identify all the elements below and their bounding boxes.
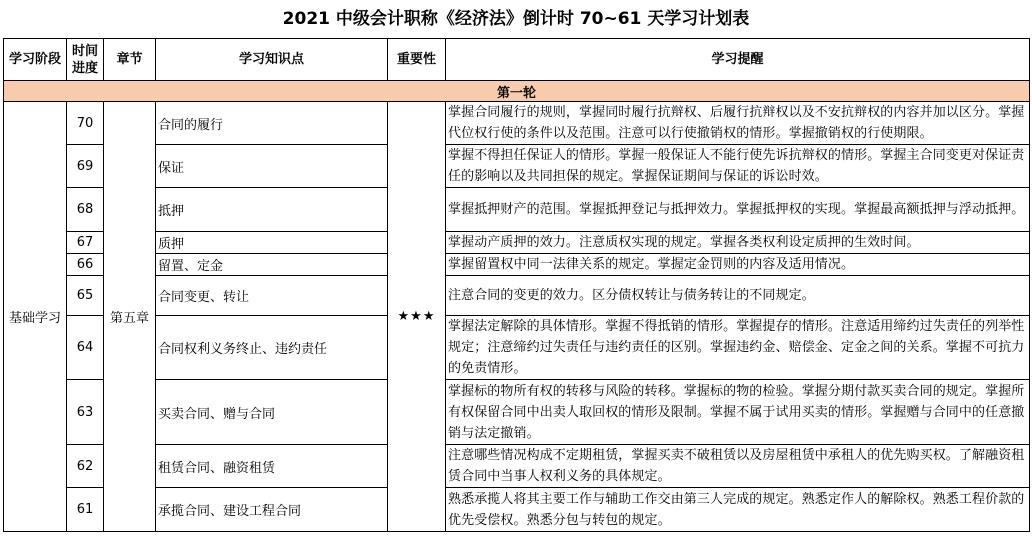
day-cell: 64 <box>67 316 104 380</box>
round-label: 第一轮 <box>4 81 1030 102</box>
tip-cell: 掌握不得担任保证人的情形。掌握一般保证人不能行使先诉抗辩权的情形。掌握主合同变更对保证责任的影响以及共同担保的规定。掌握保证期间与保证的诉讼时效。 <box>446 145 1030 188</box>
study-plan-table <box>3 38 1030 532</box>
day-cell: 68 <box>67 188 104 232</box>
page-title: 2021 中级会计职称《经济法》倒计时 70~61 天学习计划表 <box>282 9 750 29</box>
tip-cell: 掌握法定解除的具体情形。掌握不得抵销的情形。掌握提存的情形。注意适用缔约过失责任的列举性规定；注意缔约过失责任与违约责任的区别。掌握违约金、赔偿金、定金之间的关系。掌握不可抗力的免责情形。 <box>446 316 1030 380</box>
day-cell: 66 <box>67 254 104 276</box>
tip-cell: 掌握留置权中同一法律关系的规定。掌握定金罚则的内容及适用情况。 <box>446 254 1030 276</box>
topic-cell: 合同权利义务终止、违约责任 <box>156 316 388 380</box>
header-progress: 时间进度 <box>67 39 104 81</box>
day-cell: 62 <box>67 445 104 488</box>
topic-cell: 租赁合同、融资租赁 <box>156 445 388 488</box>
topic-cell: 合同的履行 <box>156 102 388 145</box>
topic-cell: 买卖合同、赠与合同 <box>156 380 388 445</box>
table-row <box>4 188 1030 232</box>
day-cell: 70 <box>67 102 104 145</box>
tip-cell: 熟悉承揽人将其主要工作与辅助工作交由第三人完成的规定。熟悉定作人的解除权。熟悉工程价款的优先受偿权。熟悉分包与转包的规定。 <box>446 488 1030 532</box>
day-cell: 69 <box>67 145 104 188</box>
day-cell: 63 <box>67 380 104 445</box>
table-row <box>4 276 1030 316</box>
importance-stars: ★★★ <box>388 102 446 532</box>
chapter-cell: 第五章 <box>104 102 156 532</box>
topic-cell: 质押 <box>156 232 388 254</box>
round-row <box>4 81 1030 102</box>
header-stage: 学习阶段 <box>4 39 67 81</box>
table-row <box>4 232 1030 254</box>
header-knowledge: 学习知识点 <box>156 39 388 81</box>
topic-cell: 承揽合同、建设工程合同 <box>156 488 388 532</box>
day-cell: 65 <box>67 276 104 316</box>
header-row <box>4 39 1030 81</box>
table-row <box>4 488 1030 532</box>
header-chapter: 章节 <box>104 39 156 81</box>
tip-cell: 掌握合同履行的规则，掌握同时履行抗辩权、后履行抗辩权以及不安抗辩权的内容并加以区分。掌握代位权行使的条件以及范围。注意可以行使撤销权的情形。掌握撤销权的行使期限。 <box>446 102 1030 145</box>
tip-cell: 掌握抵押财产的范围。掌握抵押登记与抵押效力。掌握抵押权的实现。掌握最高额抵押与浮动抵押。 <box>446 188 1030 232</box>
table-row <box>4 316 1030 380</box>
day-cell: 67 <box>67 232 104 254</box>
topic-cell: 保证 <box>156 145 388 188</box>
table-row <box>4 145 1030 188</box>
table-row <box>4 102 1030 145</box>
header-tips: 学习提醒 <box>446 39 1030 81</box>
table-row <box>4 445 1030 488</box>
tip-cell: 掌握标的物所有权的转移与风险的转移。掌握标的物的检验。掌握分期付款买卖合同的规定。掌握所有权保留合同中出卖人取回权的情形及限制。掌握不属于试用买卖的情形。掌握赠与合同中的任意撤销与法定撤销。 <box>446 380 1030 445</box>
topic-cell: 抵押 <box>156 188 388 232</box>
tip-cell: 注意哪些情况构成不定期租赁，掌握买卖不破租赁以及房屋租赁中承租人的优先购买权。了解融资租赁合同中当事人权利义务的具体规定。 <box>446 445 1030 488</box>
table-row <box>4 380 1030 445</box>
topic-cell: 留置、定金 <box>156 254 388 276</box>
header-importance: 重要性 <box>388 39 446 81</box>
tip-cell: 掌握动产质押的效力。注意质权实现的规定。掌握各类权利设定质押的生效时间。 <box>446 232 1030 254</box>
day-cell: 61 <box>67 488 104 532</box>
table-row <box>4 254 1030 276</box>
topic-cell: 合同变更、转让 <box>156 276 388 316</box>
tip-cell: 注意合同的变更的效力。区分债权转让与债务转让的不同规定。 <box>446 276 1030 316</box>
stage-cell: 基础学习 <box>4 102 67 532</box>
